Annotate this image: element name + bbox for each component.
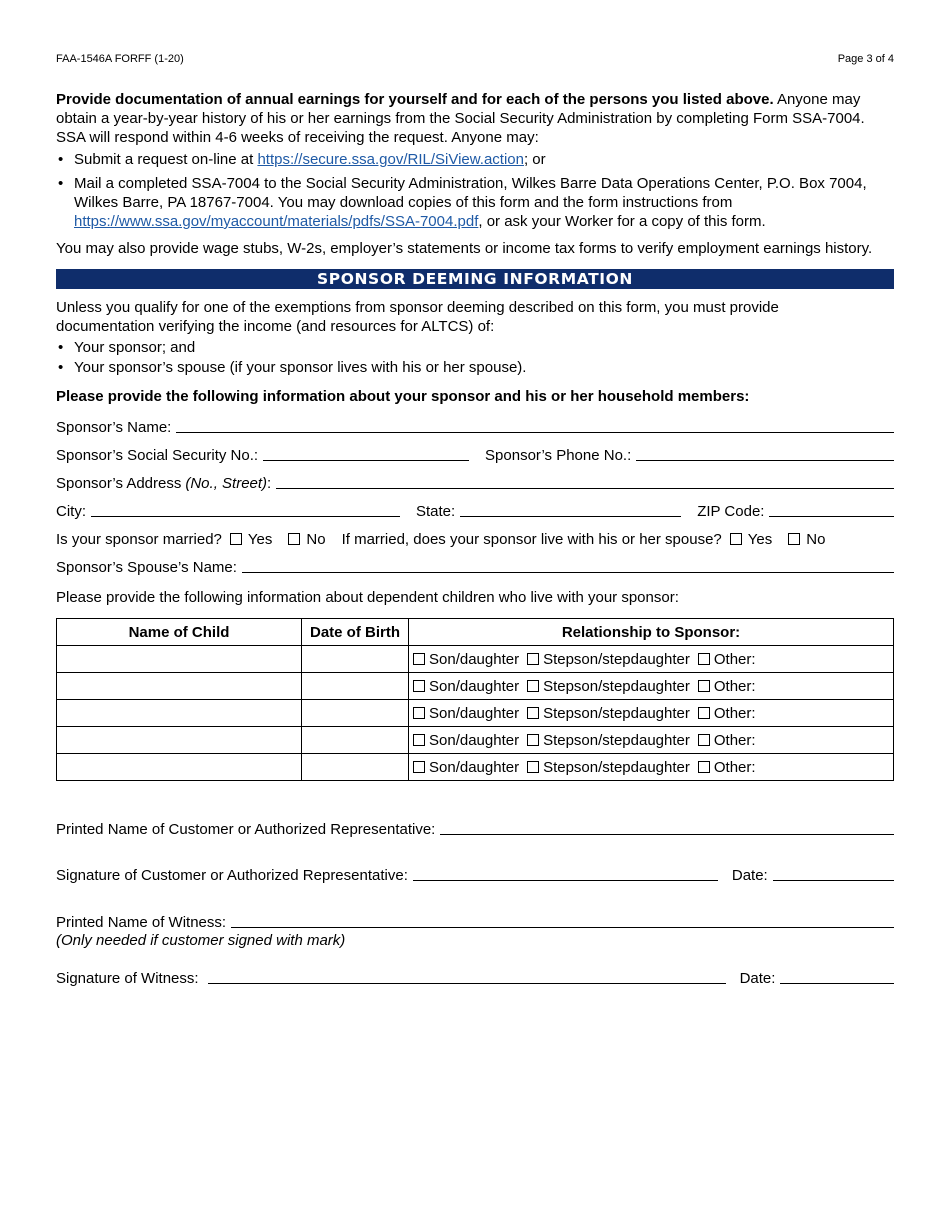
witness-signature-row [56, 967, 894, 987]
stepchild-checkbox[interactable] [527, 761, 539, 773]
sponsor-address-field[interactable] [276, 488, 894, 489]
stepchild-checkbox[interactable] [527, 653, 539, 665]
zip-label: ZIP Code: [697, 503, 765, 520]
relationship-cell: Son/daughter Stepson/stepdaughter Other: [409, 673, 894, 700]
sponsor-name-row [56, 416, 894, 436]
state-field[interactable] [460, 516, 681, 517]
married-yes-option[interactable]: Yes [230, 531, 272, 548]
printed-name-field[interactable] [440, 834, 894, 835]
sponsor-name-field[interactable] [176, 432, 894, 433]
earnings-bullet-online: • Submit a request on-line at https://secure.ssa.gov/RIL/SiView.action; or [56, 150, 894, 169]
earnings-intro [56, 90, 894, 147]
children-table [56, 618, 894, 781]
witness-date-field[interactable] [780, 983, 894, 984]
col-date-of-birth: Date of Birth [302, 619, 409, 646]
signature-field[interactable] [413, 880, 718, 881]
col-relationship: Relationship to Sponsor: [409, 619, 894, 646]
sponsor-phone-field[interactable] [636, 460, 894, 461]
earnings-bullets [56, 150, 894, 231]
spouse-name-field[interactable] [242, 572, 894, 573]
zip-field[interactable] [769, 516, 894, 517]
signature-date-field[interactable] [773, 880, 894, 881]
witness-signature-label: Signature of Witness: [56, 970, 199, 987]
sponsor-address-row: Sponsor’s Address (No., Street) : [56, 472, 894, 492]
signature-row [56, 864, 894, 884]
signature-date-label: Date: [731, 867, 768, 884]
other-checkbox[interactable] [698, 653, 710, 665]
table-row [57, 727, 894, 754]
col-name-of-child: Name of Child [57, 619, 302, 646]
signature-label: Signature of Customer or Authorized Representative: [56, 867, 408, 884]
witness-name-row [56, 911, 894, 931]
lives-no-checkbox[interactable] [788, 533, 800, 545]
state-label: State: [416, 503, 456, 520]
earnings-bullet-mail: • Mail a completed SSA-7004 to the Social Security Administration, Wilkes Barre Data Operations Center, P.O. Box 7004, Wilkes Barre, PA 18767-7004. You may download copies of this form and the form instructions from https://www.ssa.gov/myaccount/materials/pdfs/SSA-7004.pdf, or ask your Worker for a copy of this form. [56, 174, 894, 231]
son-daughter-checkbox[interactable] [413, 707, 425, 719]
children-table-header [57, 619, 894, 646]
sponsor-married-row [56, 528, 894, 548]
table-row [57, 646, 894, 673]
child-dob-cell[interactable] [302, 646, 409, 673]
child-dob-cell[interactable] [302, 754, 409, 781]
deeming-bullet-spouse: • Your sponsor’s spouse (if your sponsor lives with his or her spouse). [56, 358, 894, 377]
deeming-bullets [56, 338, 894, 377]
stepchild-checkbox[interactable] [527, 680, 539, 692]
other-checkbox[interactable] [698, 761, 710, 773]
sponsor-name-label: Sponsor’s Name: [56, 419, 172, 436]
ssa-online-link[interactable]: https://secure.ssa.gov/RIL/SiView.action [257, 151, 524, 168]
relationship-cell: Son/daughter Stepson/stepdaughter Other: [409, 646, 894, 673]
married-no-checkbox[interactable] [288, 533, 300, 545]
children-intro: Please provide the following information about dependent children who live with your sponsor: [56, 589, 679, 606]
earnings-intro-bold: Provide documentation of annual earnings for yourself and for each of the persons you listed above. [56, 91, 774, 108]
sponsor-phone-label: Sponsor’s Phone No.: [485, 447, 632, 464]
child-name-cell[interactable] [57, 700, 302, 727]
deeming-bullet-sponsor: • Your sponsor; and [56, 338, 894, 357]
sponsor-city-row [56, 500, 894, 520]
sponsor-address-label: Sponsor’s Address [56, 475, 182, 492]
city-label: City: [56, 503, 86, 520]
stepchild-checkbox[interactable] [527, 734, 539, 746]
printed-name-label: Printed Name of Customer or Authorized Representative: [56, 821, 436, 838]
table-row [57, 673, 894, 700]
lives-yes-checkbox[interactable] [730, 533, 742, 545]
child-name-cell[interactable] [57, 727, 302, 754]
city-field[interactable] [91, 516, 400, 517]
section-title-sponsor-deeming: SPONSOR DEEMING INFORMATION [56, 269, 894, 289]
page-number: Page 3 of 4 [837, 53, 894, 65]
stepchild-checkbox[interactable] [527, 707, 539, 719]
married-question: Is your sponsor married? [56, 531, 222, 548]
son-daughter-checkbox[interactable] [413, 653, 425, 665]
spouse-name-row [56, 556, 894, 576]
child-name-cell[interactable] [57, 754, 302, 781]
married-yes-checkbox[interactable] [230, 533, 242, 545]
sponsor-ssn-phone-row [56, 444, 894, 464]
child-name-cell[interactable] [57, 673, 302, 700]
spouse-name-label: Sponsor’s Spouse’s Name: [56, 559, 237, 576]
relationship-cell: Son/daughter Stepson/stepdaughter Other: [409, 700, 894, 727]
witness-signature-field[interactable] [208, 983, 726, 984]
lives-with-spouse-question: If married, does your sponsor live with his or her spouse? [341, 531, 722, 548]
earnings-also: You may also provide wage stubs, W-2s, employer’s statements or income tax forms to verify employment earnings history. [56, 240, 873, 257]
son-daughter-checkbox[interactable] [413, 761, 425, 773]
other-checkbox[interactable] [698, 680, 710, 692]
printed-name-row [56, 818, 894, 838]
deeming-intro: Unless you qualify for one of the exemptions from sponsor deeming described on this form, you must provide documentation verifying the income (and resources for ALTCS) of: [56, 299, 779, 335]
sponsor-ssn-field[interactable] [263, 460, 469, 461]
sponsor-ssn-label: Sponsor’s Social Security No.: [56, 447, 259, 464]
lives-no-option[interactable]: No [788, 531, 825, 548]
other-checkbox[interactable] [698, 734, 710, 746]
married-no-option[interactable]: No [288, 531, 325, 548]
witness-name-field[interactable] [231, 927, 894, 928]
child-name-cell[interactable] [57, 646, 302, 673]
witness-note: (Only needed if customer signed with mark) [56, 932, 346, 949]
son-daughter-checkbox[interactable] [413, 680, 425, 692]
ssa-7004-link[interactable]: https://www.ssa.gov/myaccount/materials/pdfs/SSA-7004.pdf [74, 213, 479, 230]
son-daughter-checkbox[interactable] [413, 734, 425, 746]
form-id: FAA-1546A FORFF (1-20) [56, 53, 184, 65]
lives-yes-option[interactable]: Yes [730, 531, 772, 548]
child-dob-cell[interactable] [302, 700, 409, 727]
relationship-cell: Son/daughter Stepson/stepdaughter Other: [409, 727, 894, 754]
relationship-cell: Son/daughter Stepson/stepdaughter Other: [409, 754, 894, 781]
witness-date-label: Date: [739, 970, 776, 987]
child-dob-cell[interactable] [302, 673, 409, 700]
witness-name-label: Printed Name of Witness: [56, 914, 227, 931]
earnings-intro-rest: Anyone may obtain a year-by-year history of his or her earnings from the Social Security Administration by completing Form SSA-7004. SSA will respond within 4-6 weeks of receiving the request. Anyone may: [56, 91, 865, 146]
deeming-instruction: Please provide the following information about your sponsor and his or her household members: [56, 388, 750, 405]
table-row [57, 754, 894, 781]
table-row [57, 700, 894, 727]
sponsor-address-hint: (No., Street) [185, 475, 268, 492]
other-checkbox[interactable] [698, 707, 710, 719]
child-dob-cell[interactable] [302, 727, 409, 754]
